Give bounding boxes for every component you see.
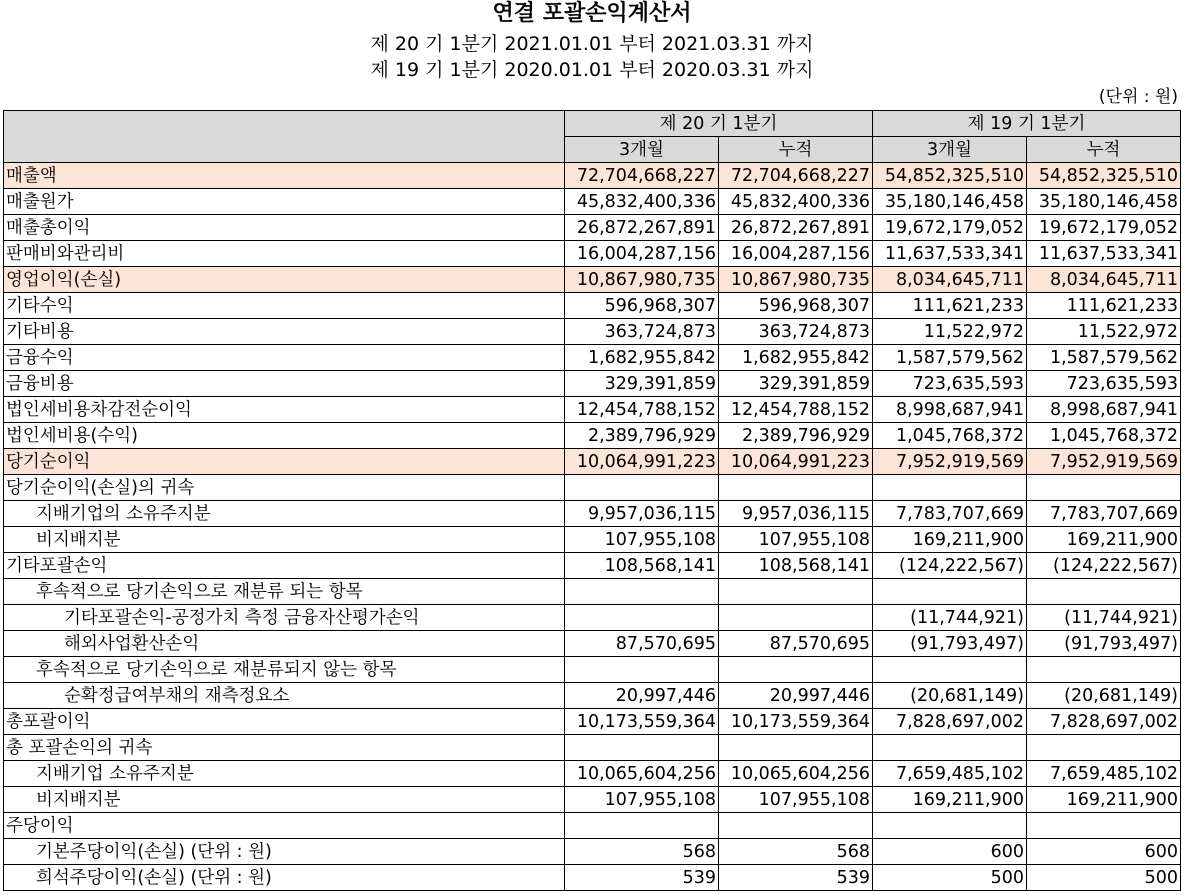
value-cell <box>565 813 719 839</box>
value-cell <box>719 735 873 761</box>
value-cell <box>873 475 1027 501</box>
value-cell: 363,724,873 <box>565 319 719 345</box>
header-prior-period: 제 19 기 1분기 <box>873 111 1181 137</box>
row-label: 총 포괄손익의 귀속 <box>4 735 565 761</box>
header-current-period: 제 20 기 1분기 <box>565 111 873 137</box>
value-cell: 2,389,796,929 <box>565 423 719 449</box>
table-row <box>4 787 1181 813</box>
table-row <box>4 709 1181 735</box>
row-label: 판매비와관리비 <box>4 241 565 267</box>
value-cell: 108,568,141 <box>565 553 719 579</box>
value-cell: 363,724,873 <box>719 319 873 345</box>
value-cell: 568 <box>719 839 873 865</box>
value-cell: 12,454,788,152 <box>565 397 719 423</box>
value-cell: 26,872,267,891 <box>565 215 719 241</box>
header-current-3m: 3개월 <box>565 137 719 163</box>
value-cell <box>719 579 873 605</box>
value-cell: 45,832,400,336 <box>565 189 719 215</box>
row-label: 매출액 <box>4 163 565 189</box>
value-cell: 16,004,287,156 <box>719 241 873 267</box>
table-row <box>4 631 1181 657</box>
table-row <box>4 865 1181 891</box>
table-row <box>4 449 1181 475</box>
value-cell: 87,570,695 <box>565 631 719 657</box>
table-row <box>4 553 1181 579</box>
value-cell: 45,832,400,336 <box>719 189 873 215</box>
value-cell: 10,064,991,223 <box>719 449 873 475</box>
value-cell: 1,587,579,562 <box>873 345 1027 371</box>
table-row <box>4 657 1181 683</box>
value-cell: 1,045,768,372 <box>873 423 1027 449</box>
value-cell: 35,180,146,458 <box>1027 189 1181 215</box>
value-cell: 11,637,533,341 <box>1027 241 1181 267</box>
table-row <box>4 475 1181 501</box>
value-cell: 539 <box>719 865 873 891</box>
value-cell: 108,568,141 <box>719 553 873 579</box>
value-cell: 8,998,687,941 <box>1027 397 1181 423</box>
value-cell: 35,180,146,458 <box>873 189 1027 215</box>
value-cell <box>565 605 719 631</box>
table-row <box>4 241 1181 267</box>
value-cell: 54,852,325,510 <box>1027 163 1181 189</box>
table-row <box>4 813 1181 839</box>
value-cell: 11,522,972 <box>873 319 1027 345</box>
value-cell <box>565 579 719 605</box>
value-cell: 7,828,697,002 <box>873 709 1027 735</box>
value-cell: 500 <box>873 865 1027 891</box>
row-label: 지배기업의 소유주지분 <box>4 501 565 527</box>
row-label: 금융수익 <box>4 345 565 371</box>
value-cell: 10,173,559,364 <box>719 709 873 735</box>
row-label: 기타포괄손익 <box>4 553 565 579</box>
value-cell: 7,783,707,669 <box>873 501 1027 527</box>
row-label: 후속적으로 당기손익으로 재분류 되는 항목 <box>4 579 565 605</box>
row-label: 당기순이익 <box>4 449 565 475</box>
header-prior-3m: 3개월 <box>873 137 1027 163</box>
table-row <box>4 293 1181 319</box>
table-row <box>4 579 1181 605</box>
row-label: 영업이익(손실) <box>4 267 565 293</box>
value-cell: 7,659,485,102 <box>873 761 1027 787</box>
value-cell: 87,570,695 <box>719 631 873 657</box>
value-cell: 2,389,796,929 <box>719 423 873 449</box>
header-account-cell <box>4 111 565 163</box>
row-label: 매출총이익 <box>4 215 565 241</box>
row-label: 비지배지분 <box>4 527 565 553</box>
row-label: 기타포괄손익-공정가치 측정 금융자산평가손익 <box>4 605 565 631</box>
value-cell: 11,637,533,341 <box>873 241 1027 267</box>
unit-label: (단위 : 원) <box>1098 87 1178 107</box>
value-cell <box>719 475 873 501</box>
row-label: 기타비용 <box>4 319 565 345</box>
header-prior-cumulative: 누적 <box>1027 137 1181 163</box>
row-label: 당기순이익(손실)의 귀속 <box>4 475 565 501</box>
header-row-periods <box>4 111 1181 137</box>
value-cell: (11,744,921) <box>1027 605 1181 631</box>
value-cell: (20,681,149) <box>1027 683 1181 709</box>
row-label: 기본주당이익(손실) (단위 : 원) <box>4 839 565 865</box>
value-cell: 9,957,036,115 <box>719 501 873 527</box>
value-cell: (91,793,497) <box>873 631 1027 657</box>
row-label: 총포괄이익 <box>4 709 565 735</box>
period-prior: 제 19 기 1분기 2020.01.01 부터 2020.03.31 까지 <box>370 59 814 81</box>
value-cell: 10,867,980,735 <box>565 267 719 293</box>
row-label: 법인세비용차감전순이익 <box>4 397 565 423</box>
value-cell: 1,682,955,842 <box>565 345 719 371</box>
value-cell: (11,744,921) <box>873 605 1027 631</box>
value-cell: 568 <box>565 839 719 865</box>
value-cell: 19,672,179,052 <box>1027 215 1181 241</box>
table-row <box>4 345 1181 371</box>
header-current-cumulative: 누적 <box>719 137 873 163</box>
row-label: 후속적으로 당기손익으로 재분류되지 않는 항목 <box>4 657 565 683</box>
value-cell: 111,621,233 <box>1027 293 1181 319</box>
value-cell: 600 <box>873 839 1027 865</box>
table-row <box>4 423 1181 449</box>
table-row <box>4 735 1181 761</box>
value-cell: 11,522,972 <box>1027 319 1181 345</box>
value-cell: 8,034,645,711 <box>873 267 1027 293</box>
value-cell <box>719 813 873 839</box>
value-cell: 72,704,668,227 <box>719 163 873 189</box>
value-cell: 1,587,579,562 <box>1027 345 1181 371</box>
value-cell: 10,867,980,735 <box>719 267 873 293</box>
table-row <box>4 761 1181 787</box>
value-cell: 7,828,697,002 <box>1027 709 1181 735</box>
value-cell: (20,681,149) <box>873 683 1027 709</box>
value-cell: 600 <box>1027 839 1181 865</box>
value-cell: 169,211,900 <box>1027 787 1181 813</box>
table-row <box>4 527 1181 553</box>
table-row <box>4 189 1181 215</box>
row-label: 법인세비용(수익) <box>4 423 565 449</box>
row-label: 순확정급여부채의 재측정요소 <box>4 683 565 709</box>
table-row <box>4 163 1181 189</box>
table-row <box>4 605 1181 631</box>
value-cell: (91,793,497) <box>1027 631 1181 657</box>
value-cell <box>873 813 1027 839</box>
value-cell: 7,783,707,669 <box>1027 501 1181 527</box>
value-cell: 10,173,559,364 <box>565 709 719 735</box>
value-cell: 107,955,108 <box>719 527 873 553</box>
table-row <box>4 319 1181 345</box>
value-cell: 329,391,859 <box>719 371 873 397</box>
row-label: 희석주당이익(손실) (단위 : 원) <box>4 865 565 891</box>
value-cell: 8,034,645,711 <box>1027 267 1181 293</box>
value-cell: 16,004,287,156 <box>565 241 719 267</box>
value-cell: 20,997,446 <box>719 683 873 709</box>
value-cell: 7,659,485,102 <box>1027 761 1181 787</box>
table-row <box>4 267 1181 293</box>
value-cell: 111,621,233 <box>873 293 1027 319</box>
income-statement-table <box>3 110 1181 891</box>
value-cell: (124,222,567) <box>873 553 1027 579</box>
value-cell: 169,211,900 <box>1027 527 1181 553</box>
value-cell <box>1027 657 1181 683</box>
statement-title: 연결 포괄손익계산서 <box>492 1 692 26</box>
value-cell <box>873 735 1027 761</box>
value-cell <box>873 579 1027 605</box>
value-cell <box>565 657 719 683</box>
value-cell <box>1027 579 1181 605</box>
value-cell: 20,997,446 <box>565 683 719 709</box>
value-cell <box>719 657 873 683</box>
value-cell <box>873 657 1027 683</box>
table-row <box>4 501 1181 527</box>
period-current: 제 20 기 1분기 2021.01.01 부터 2021.03.31 까지 <box>370 33 814 55</box>
value-cell <box>1027 735 1181 761</box>
value-cell: 7,952,919,569 <box>1027 449 1181 475</box>
row-label: 기타수익 <box>4 293 565 319</box>
row-label: 지배기업 소유주지분 <box>4 761 565 787</box>
value-cell <box>565 475 719 501</box>
value-cell: 9,957,036,115 <box>565 501 719 527</box>
value-cell: 107,955,108 <box>565 527 719 553</box>
table-row <box>4 683 1181 709</box>
row-label: 주당이익 <box>4 813 565 839</box>
value-cell: 26,872,267,891 <box>719 215 873 241</box>
value-cell: 169,211,900 <box>873 787 1027 813</box>
value-cell <box>1027 813 1181 839</box>
row-label: 해외사업환산손익 <box>4 631 565 657</box>
row-label: 비지배지분 <box>4 787 565 813</box>
table-row <box>4 215 1181 241</box>
value-cell: 72,704,668,227 <box>565 163 719 189</box>
value-cell: 19,672,179,052 <box>873 215 1027 241</box>
table-row <box>4 397 1181 423</box>
value-cell: 596,968,307 <box>565 293 719 319</box>
value-cell: 54,852,325,510 <box>873 163 1027 189</box>
value-cell <box>565 735 719 761</box>
value-cell: 10,064,991,223 <box>565 449 719 475</box>
value-cell: 10,065,604,256 <box>719 761 873 787</box>
value-cell <box>1027 475 1181 501</box>
value-cell: 7,952,919,569 <box>873 449 1027 475</box>
value-cell: 723,635,593 <box>873 371 1027 397</box>
value-cell: 596,968,307 <box>719 293 873 319</box>
value-cell: 107,955,108 <box>719 787 873 813</box>
statement-body <box>4 163 1181 891</box>
value-cell: 1,682,955,842 <box>719 345 873 371</box>
value-cell: 107,955,108 <box>565 787 719 813</box>
value-cell: (124,222,567) <box>1027 553 1181 579</box>
table-row <box>4 371 1181 397</box>
value-cell: 329,391,859 <box>565 371 719 397</box>
row-label: 금융비용 <box>4 371 565 397</box>
value-cell: 1,045,768,372 <box>1027 423 1181 449</box>
value-cell: 500 <box>1027 865 1181 891</box>
value-cell: 8,998,687,941 <box>873 397 1027 423</box>
row-label: 매출원가 <box>4 189 565 215</box>
value-cell: 169,211,900 <box>873 527 1027 553</box>
value-cell: 10,065,604,256 <box>565 761 719 787</box>
value-cell: 539 <box>565 865 719 891</box>
value-cell: 723,635,593 <box>1027 371 1181 397</box>
table-row <box>4 839 1181 865</box>
value-cell <box>719 605 873 631</box>
value-cell: 12,454,788,152 <box>719 397 873 423</box>
